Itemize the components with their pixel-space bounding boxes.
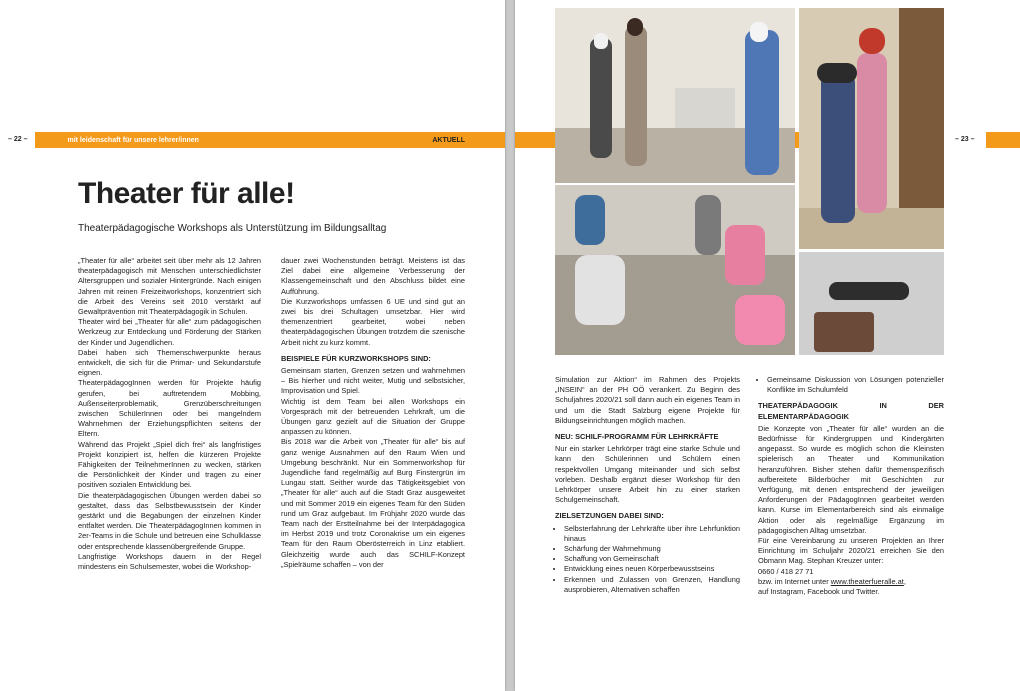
paragraph: Bis 2018 war die Arbeit von „Theater für alle“ bis auf ganz wenige Ausnahmen auf den Raum Wien und Umgebung beschränkt. Nur ein Sommerworkshop für Jugendliche fand regelmäßig auf Burg Finstergrün im Lungau statt. Seither wurde das Tätigkeitsgebiet von „Theater für alle“ auch auf die Stadt Graz ausgeweitet und mit Sommer 2019 ein eigenes Team für den Süden rund um Graz aufgebaut. Im Frühjahr 2020 wurde das Team nach der Erstteilnahme bei der Interpädagogica im Herbst 2019 und trotz Coronakrise um ein eigenes Team für den Raum Oberösterreich in Linz etabliert. Gleichzeitig wurde auch das SCHILF-Konzept „Spielräume schaffen – von der — [281, 437, 465, 569]
band-label: mit leidenschaft für unsere lehrer/innen — [67, 136, 199, 144]
social-line: auf Instagram, Facebook und Twitter. — [758, 587, 880, 597]
section-heading: NEU: SCHILF-PROGRAMM FÜR LEHRKRÄFTE — [555, 432, 719, 442]
paragraph: dauer zwei Wochenstunden beträgt. Meistens ist das Ziel dabei eine allgemeine Verbesserung der Klassengemeinschaft und den Abschluss bildet eine Aufführung. — [281, 256, 465, 296]
paragraph: Die theaterpädagogischen Übungen werden dabei so gestaltet, dass das Selbstbewusstsein der Kinder gestärkt und die Begabungen der einzelnen Kinder entfaltet werden. Die TheaterpädagogInnen kommen in 2er-Teams in die Schule und betreuen eine Schulklasse oder entsprechende klassenübergreifende Gruppe. — [78, 490, 261, 551]
paragraph: TheaterpädagogInnen werden für Projekte häufig gerufen, bei auftretendem Mobbing, Außenseiterproblematik, Grenzüberschreitungen zwischen SchülerInnen oder bei mangelndem Wahrnehmen der Erziehungspflichten seitens der Eltern. — [78, 378, 261, 439]
text-column-4 — [758, 375, 944, 597]
left-page — [0, 0, 505, 691]
paragraph: Während das Projekt „Spiel dich frei“ als langfristiges Projekt konzipiert ist, helfen die kürzeren Projekte Fähigkeiten der TeilnehmerInnen zu wecken, stärken die Persönlichkeit der Kinder und tragen zu einer positiven sozialen Entwicklung bei. — [78, 439, 261, 490]
web-prefix: bzw. im Internet unter — [758, 576, 829, 586]
paragraph: Dabei haben sich Themenschwerpunkte heraus entwickelt, die sich für die Primar- und Sekundarstufe eignen. — [78, 347, 261, 378]
goals-list-continued — [758, 375, 944, 395]
page-number-box — [943, 132, 1020, 148]
paragraph: Nur ein starker Lehrkörper trägt eine starke Schule und kann den Schülerinnen und Schülern einen respektvollen Umgang miteinander und sich selbst vorleben. Deshalb ergänzt dieser Workshop für den Lehrkörper unsere Arbeit hin zu einer starken Schulgemeinschaft. — [555, 444, 740, 505]
list-item: • Schaffung von Gemeinschaft — [564, 554, 740, 564]
page-number: – 22 – — [0, 132, 35, 148]
list-item: • Gemeinsame Diskussion von Lösungen potenzieller Konflikte im Schulumfeld — [767, 375, 944, 395]
photo-masks-workshop — [555, 8, 795, 183]
photo-costume-play — [799, 8, 944, 249]
paragraph: „Theater für alle“ arbeitet seit über mehr als 12 Jahren theaterpädagogisch mit Menschen unterschiedlichster Altersgruppen und sozialer Hintergründe. Nach einigen Jahren mit reinen Freizeitworkshops, konzentriert sich die Arbeit des Vereins seit 2010 verstärkt auf Gewaltprävention mit Theaterpädagogik in Schulen. — [78, 256, 261, 317]
right-page — [515, 0, 1020, 691]
goals-list — [555, 524, 740, 595]
photo-floor-scene — [799, 252, 944, 355]
header-band — [0, 132, 505, 148]
phone-number: 0660 / 418 27 71 — [758, 566, 814, 576]
text-column-2 — [281, 256, 465, 570]
article-title: Theater für alle! — [78, 177, 295, 210]
list-item: • Erkennen und Zulassen von Grenzen, Handlung ausprobieren, Alternativen schaffen — [564, 575, 740, 595]
paragraph: Theater wird bei „Theater für alle“ zum pädagogischen Werkzeug zur Entdeckung und Förderung der Stärken der Kinder und Jugendlichen. — [78, 317, 261, 347]
list-item: • Entwicklung eines neuen Körperbewusstseins — [564, 564, 740, 574]
text-column-3 — [555, 375, 740, 595]
paragraph: Für eine Vereinbarung zu unseren Projekten an Ihrer Einrichtung im Schuljahr 2020/21 erreichen Sie den Obmann Mag. Stephan Kreuzer unter: — [758, 536, 944, 566]
web-suffix: , — [903, 576, 906, 586]
paragraph: Die Konzepte von „Theater für alle“ wurden an die Bedürfnisse für Kindergruppen und Kindergärten angepasst. So wurde es möglich schon die Kleinsten spielerisch an Theater und Kommunikation heranzuführen. Bisher stehen dafür themenspezifisch aufbereitete Bilderbücher mit Geschichten zur Verfügung, mit denen entsprechend der jeweiligen Anforderungen der PädagogInnen gearbeitet werden kann. Kurse im Elementarbereich sind als einmalige Aktion oder als regelmäßige Ergänzung im pädagogischen Alltag umsetzbar. — [758, 423, 944, 535]
website-link[interactable]: www.theaterfueralle.at — [830, 576, 904, 586]
section-heading: BEISPIELE FÜR KURZWORKSHOPS SIND: — [281, 353, 431, 363]
paragraph: Langfristige Workshops dauern in der Regel mindestens ein Schulsemester, wobei die Workshop- — [78, 551, 261, 572]
paragraph: Simulation zur Aktion“ im Rahmen des Projekts „INSEIN“ an der PH OÖ verankert. Zu Beginn des Schuljahres 2020/21 soll dann auch ein eigenes Team in und um die Stadt Salzburg eigene Projekte für Bildungseinrichtungen möglich machen. — [555, 375, 740, 425]
list-item: • Schärfung der Wahrnehmung — [564, 544, 740, 554]
photo-circle-chairs — [555, 185, 795, 355]
section-heading: ZIELSETZUNGEN DABEI SIND: — [555, 511, 664, 521]
section-heading: THEATERPÄDAGOGIK IN DER ELEMENTARPÄDAGOGIK — [758, 401, 944, 421]
paragraph: Die Kurzworkshops umfassen 6 UE und sind gut an zwei bis drei Schultagen umsetzbar. Hier wird themenzentriert gearbeitet, wobei neben theaterpädagogischen Übungen trotzdem die szenische Arbeit nicht zu kurz kommt. — [281, 296, 465, 347]
paragraph: Wichtig ist dem Team bei allen Workshops ein Vorgespräch mit der betreuenden Lehrkraft, um die Übungen ganz gezielt auf die Situation der Gruppe anpassen zu können. — [281, 396, 465, 437]
page-number: – 23 – — [943, 132, 986, 148]
paragraph: Gemeinsam starten, Grenzen setzen und wahrnehmen – Bis hierher und nicht weiter, Mutig und selbstsicher, Improvisation und Spiel. — [281, 366, 465, 396]
band-section: AKTUELL — [432, 136, 465, 144]
article-subtitle: Theaterpädagogische Workshops als Unterstützung im Bildungsalltag — [78, 223, 387, 234]
text-column-1 — [78, 256, 261, 572]
web-line — [758, 577, 944, 587]
list-item: • Selbsterfahrung der Lehrkräfte über ihre Lehrfunktion hinaus — [564, 524, 740, 544]
